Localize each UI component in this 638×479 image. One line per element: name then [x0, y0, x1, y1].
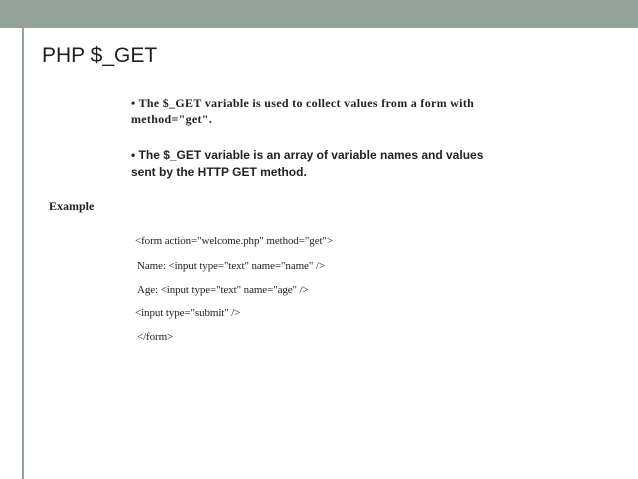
slide-title: PHP $_GET — [42, 44, 158, 67]
code-line-age-input: Age: <input type="text" name="age" /> — [137, 284, 309, 296]
code-line-name-input: Name: <input type="text" name="name" /> — [137, 260, 325, 272]
bullet-get-collects-values: • The $_GET variable is used to collect values from a form with method="get". — [131, 96, 475, 126]
code-line-form-close: </form> — [137, 331, 174, 343]
left-accent-rule — [22, 28, 24, 479]
bullet-get-array-description: • The $_GET variable is an array of variable names and values sent by the HTTP GET method. — [131, 148, 484, 179]
code-line-form-open: <form action="welcome.php" method="get"> — [135, 235, 333, 247]
example-heading: Example — [49, 199, 95, 213]
header-band — [0, 0, 638, 28]
code-line-submit-input: <input type="submit" /> — [135, 307, 241, 319]
